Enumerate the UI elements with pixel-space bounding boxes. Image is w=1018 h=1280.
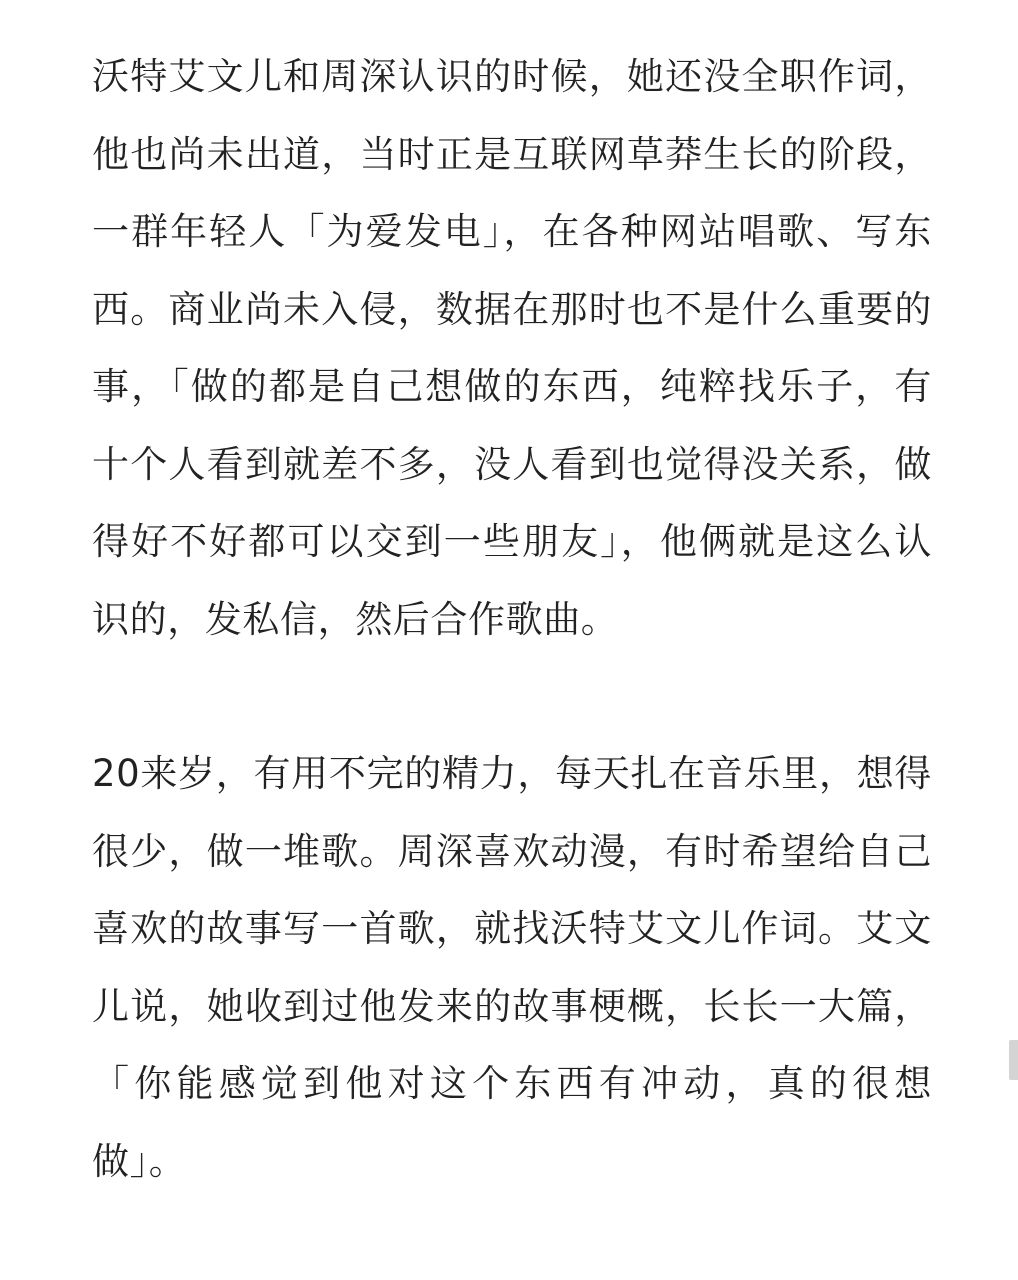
scroll-indicator[interactable]: [1009, 1040, 1018, 1080]
article-body: [92, 38, 932, 1200]
paragraph-2: 20来岁，有用不完的精力，每天扎在音乐里，想得很少，做一堆歌。周深喜欢动漫，有时希望给自己喜欢的故事写一首歌，就找沃特艾文儿作词。艾文儿说，她收到过他发来的故事梗概，长长一大篇，「你能感觉到他对这个东西有冲动，真的很想做」。: [92, 752, 932, 1183]
paragraph-1: 沃特艾文儿和周深认识的时候，她还没全职作词，他也尚未出道，当时正是互联网草莽生长的阶段，一群年轻人「为爱发电」，在各种网站唱歌、写东西。商业尚未入侵，数据在那时也不是什么重要的事，「做的都是自己想做的东西，纯粹找乐子，有十个人看到就差不多，没人看到也觉得没关系，做得好不好都可以交到一些朋友」，他俩就是这么认识的，发私信，然后合作歌曲。: [92, 55, 932, 641]
